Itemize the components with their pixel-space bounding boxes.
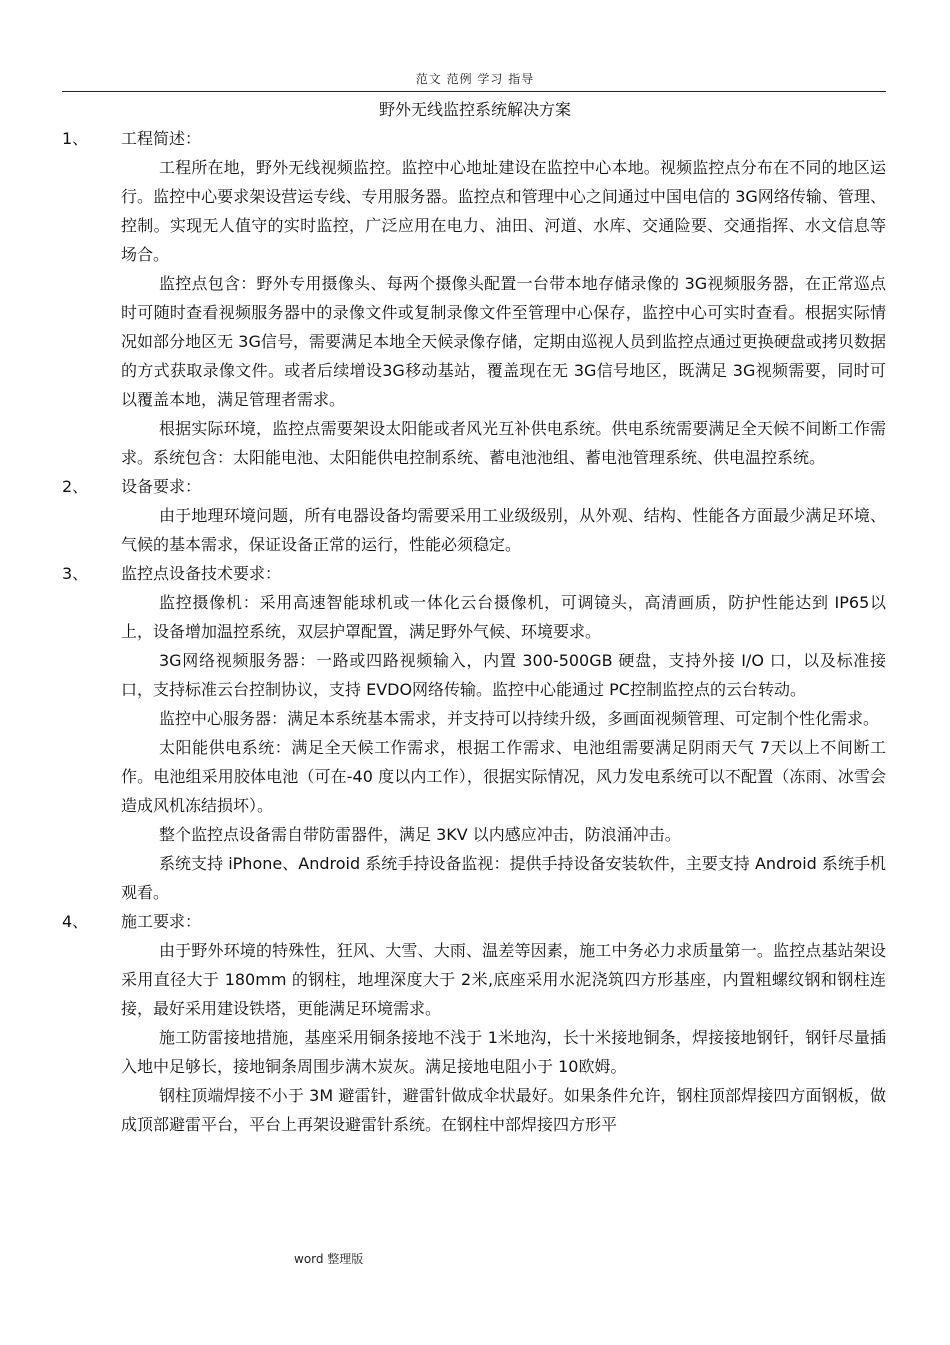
section-3	[62, 559, 886, 907]
section-1	[62, 124, 886, 472]
paragraph: 3G网络视频服务器：一路或四路视频输入，内置 300-500GB 硬盘，支持外接 I/O 口，以及标准接口，支持标准云台控制协议，支持 EVDO网络传输。监控中心能通过 PC控制监控点的云台转动。	[121, 651, 886, 699]
paragraph: 监控点包含：野外专用摄像头、每两个摄像头配置一台带本地存储录像的 3G视频服务器，在正常巡点时可随时查看视频服务器中的录像文件或复制录像文件至管理中心保存，监控中心可实时查看。根据实际情况如部分地区无 3G信号，需要满足本地全天候录像存储，定期由巡视人员到监控点通过更换硬盘或拷贝数据的方式获取录像文件。或者后续增设3G移动基站，覆盖现在无 3G信号地区，既满足 3G视频需要，同时可以覆盖本地，满足管理者需求。	[121, 274, 886, 409]
section-2	[62, 472, 886, 559]
paragraph: 工程所在地，野外无线视频监控。监控中心地址建设在监控中心本地。视频监控点分布在不同的地区运行。监控中心要求架设营运专线、专用服务器。监控点和管理中心之间通过中国电信的 3G网络传输、管理、控制。实现无人值守的实时监控，广泛应用在电力、油田、河道、水库、交通险要、交通指挥、水文信息等场合。	[121, 158, 886, 264]
section-number: 2、	[62, 477, 89, 496]
paragraph: 系统支持 iPhone、Android 系统手持设备监视：提供手持设备安装软件，主要支持 Android 系统手机观看。	[121, 854, 886, 902]
section-heading: 工程简述：	[121, 129, 202, 148]
paragraph: 根据实际环境，监控点需要架设太阳能或者风光互补供电系统。供电系统需要满足全天候不间断工作需求。系统包含：太阳能电池、太阳能供电控制系统、蓄电池池组、蓄电池管理系统、供电温控系统。	[121, 419, 886, 467]
paragraph: 整个监控点设备需自带防雷器件，满足 3KV 以内感应冲击，防浪涌冲击。	[159, 825, 681, 844]
paragraph: 由于地理环境问题，所有电器设备均需要采用工业级级别，从外观、结构、性能各方面最少满足环境、气候的基本需求，保证设备正常的运行，性能必须稳定。	[121, 506, 886, 554]
paragraph: 钢柱顶端焊接不小于 3M 避雷针，避雷针做成伞状最好。如果条件允许，钢柱顶部焊接四方面钢板，做成顶部避雷平台，平台上再架设避雷针系统。在钢柱中部焊接四方形平	[121, 1086, 886, 1134]
section-number: 3、	[62, 564, 89, 583]
document-title: 野外无线监控系统解决方案	[378, 100, 571, 119]
header-rule	[62, 91, 886, 92]
paragraph: 由于野外环境的特殊性，狂风、大雪、大雨、温差等因素，施工中务必力求质量第一。监控点基站架设采用直径大于 180mm 的钢柱，地埋深度大于 2米,底座采用水泥浇筑四方形基座，内置粗螺纹钢和钢柱连接，最好采用建设铁塔，更能满足环境需求。	[121, 941, 886, 1018]
page-footer: word 整理版	[294, 1252, 364, 1266]
document-body	[62, 124, 886, 1139]
page-header: 范文 范例 学习 指导	[415, 72, 535, 86]
section-4	[62, 907, 886, 1139]
paragraph: 施工防雷接地措施，基座采用铜条接地不浅于 1米地沟，长十米接地铜条，焊接接地钢钎，钢钎尽量插入地中足够长，接地铜条周围步满木炭灰。满足接地电阻小于 10欧姆。	[121, 1028, 886, 1076]
paragraph: 监控摄像机：采用高速智能球机或一体化云台摄像机，可调镜头，高清画质，防护性能达到 IP65以上，设备增加温控系统，双层护罩配置，满足野外气候、环境要求。	[121, 593, 886, 641]
section-heading: 监控点设备技术要求：	[121, 564, 282, 583]
paragraph: 监控中心服务器：满足本系统基本需求，并支持可以持续升级，多画面视频管理、可定制个性化需求。	[159, 709, 880, 728]
section-heading: 施工要求：	[121, 912, 202, 931]
section-number: 4、	[62, 912, 89, 931]
section-number: 1、	[62, 129, 89, 148]
paragraph: 太阳能供电系统：满足全天候工作需求，根据工作需求、电池组需要满足阴雨天气 7天以上不间断工作。电池组采用胶体电池（可在-40 度以内工作），很据实际情况，风力发电系统可以不配置（冻雨、冰雪会造成风机冻结损坏）。	[121, 738, 886, 815]
section-heading: 设备要求：	[121, 477, 202, 496]
